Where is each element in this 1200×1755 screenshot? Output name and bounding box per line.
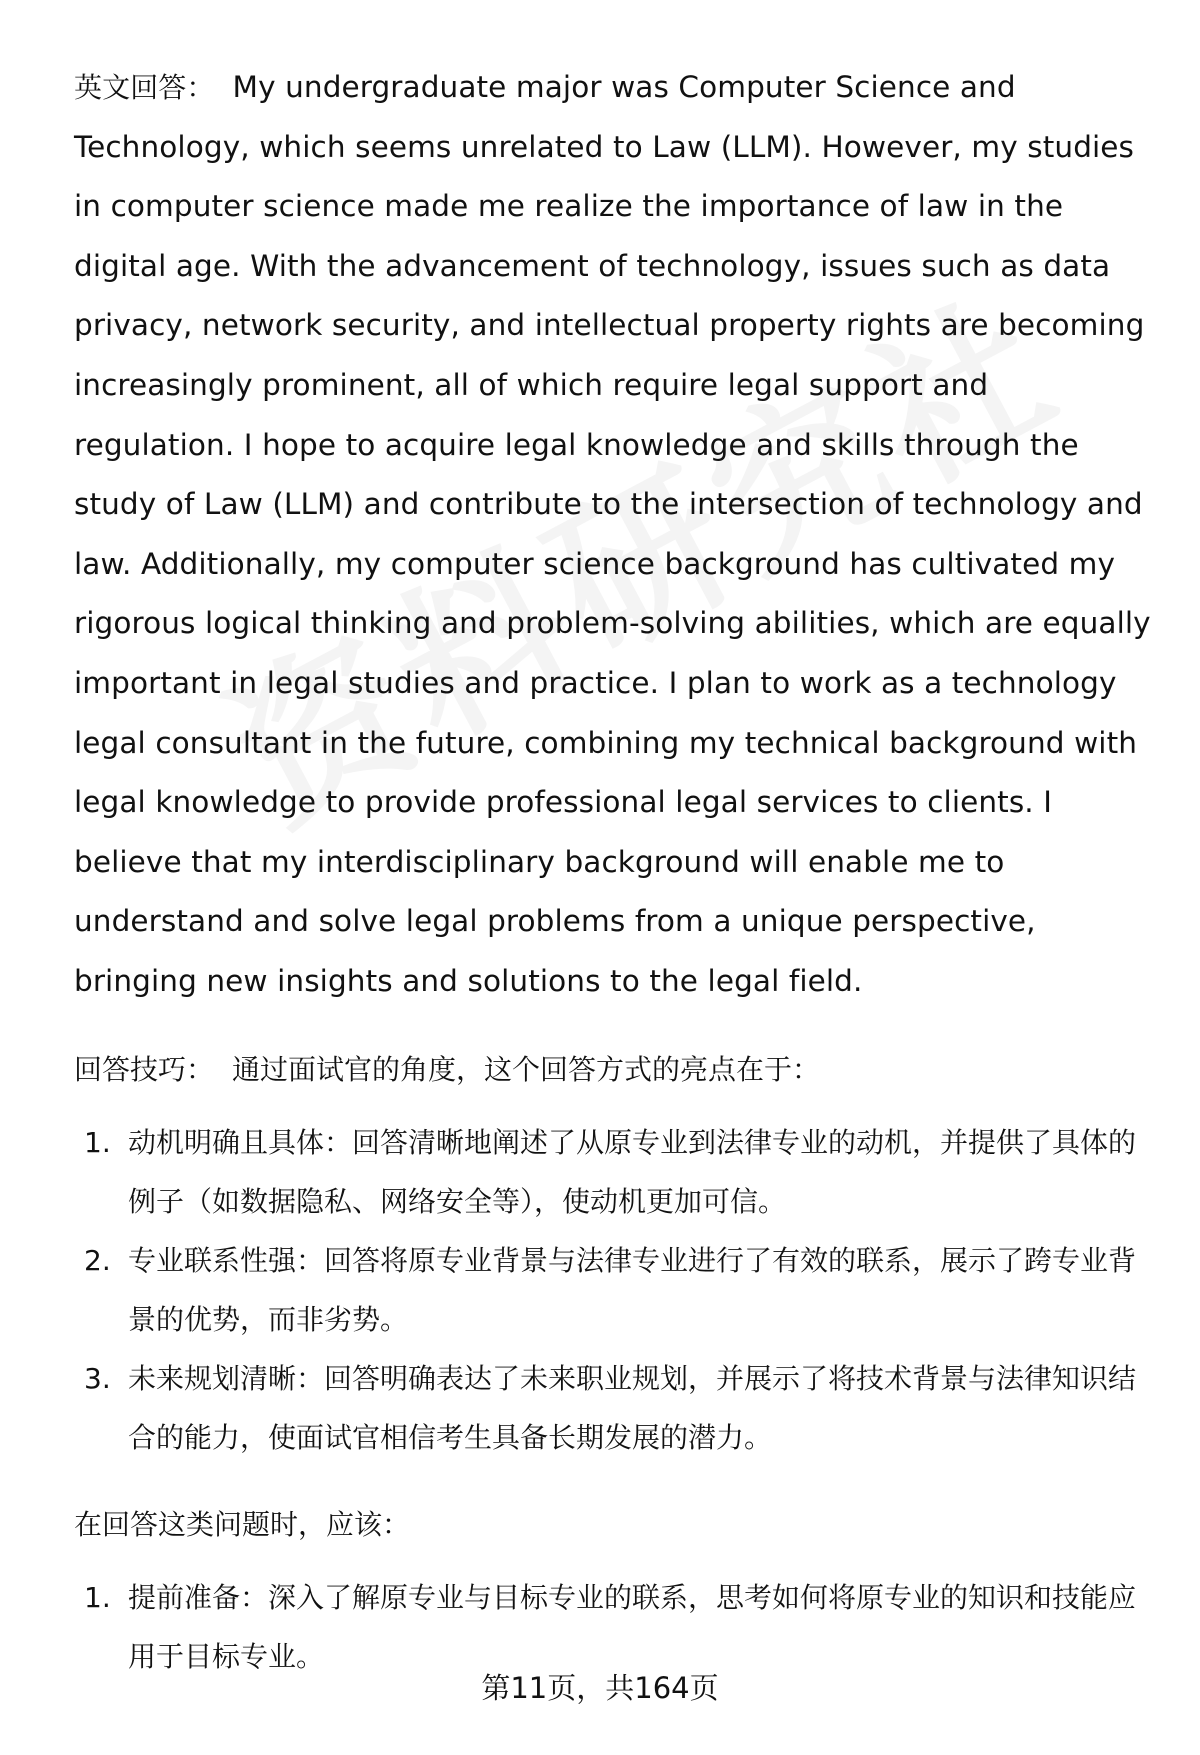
list-item [74, 1113, 1154, 1231]
english-answer-paragraph [74, 58, 1154, 1012]
tips-list [74, 1113, 1154, 1467]
list-item [74, 1231, 1154, 1349]
page-number-footer: 第11页，共164页 [481, 1671, 719, 1705]
english-answer-text: My undergraduate major was Computer Science and Technology, which seems unrelated to Law (LLM). However, my studies in computer science made me realize the importance of law in the digital age. With the advancement of technology, issues such as data privacy, network security, and intellectual property rights are becoming increasingly prominent, all of which require legal support and regulation. I hope to acquire legal knowledge and skills through the study of Law (LLM) and contribute to the intersection of technology and law. Additionally, my computer science background has cultivated my rigorous logical thinking and problem-solving abilities, which are equally important in legal studies and practice. I plan to work as a technology legal consultant in the future, combining my technical background with legal knowledge to provide professional legal services to clients. I believe that my interdisciplinary background will enable me to understand and solve legal problems from a unique perspective, bringing new insights and solutions to the legal field. [74, 70, 1151, 998]
tips-heading [74, 1040, 1154, 1099]
english-answer-label: 英文回答： [74, 71, 215, 104]
list-item-text: 专业联系性强：回答将原专业背景与法律专业进行了有效的联系，展示了跨专业背景的优势，而非劣势。 [128, 1243, 1137, 1336]
list-item-text: 动机明确且具体：回答清晰地阐述了从原专业到法律专业的动机，并提供了具体的例子（如数据隐私、网络安全等），使动机更加可信。 [128, 1125, 1137, 1218]
list-item-number: 2. [84, 1243, 111, 1277]
list-item [74, 1349, 1154, 1467]
list-item-text: 提前准备：深入了解原专业与目标专业的联系，思考如何将原专业的知识和技能应用于目标专业。 [128, 1580, 1137, 1673]
list-item-number: 1. [84, 1580, 111, 1614]
page-content [74, 58, 1154, 1686]
tips-intro: 通过面试官的角度，这个回答方式的亮点在于： [232, 1052, 821, 1086]
list-item-number: 1. [84, 1125, 111, 1159]
tips-label: 回答技巧： [74, 1052, 215, 1086]
list-item-number: 3. [84, 1361, 111, 1395]
list-item-text: 未来规划清晰：回答明确表达了未来职业规划，并展示了将技术背景与法律知识结合的能力，使面试官相信考生具备长期发展的潜力。 [128, 1361, 1137, 1454]
advice-heading: 在回答这类问题时，应该： [74, 1507, 411, 1541]
